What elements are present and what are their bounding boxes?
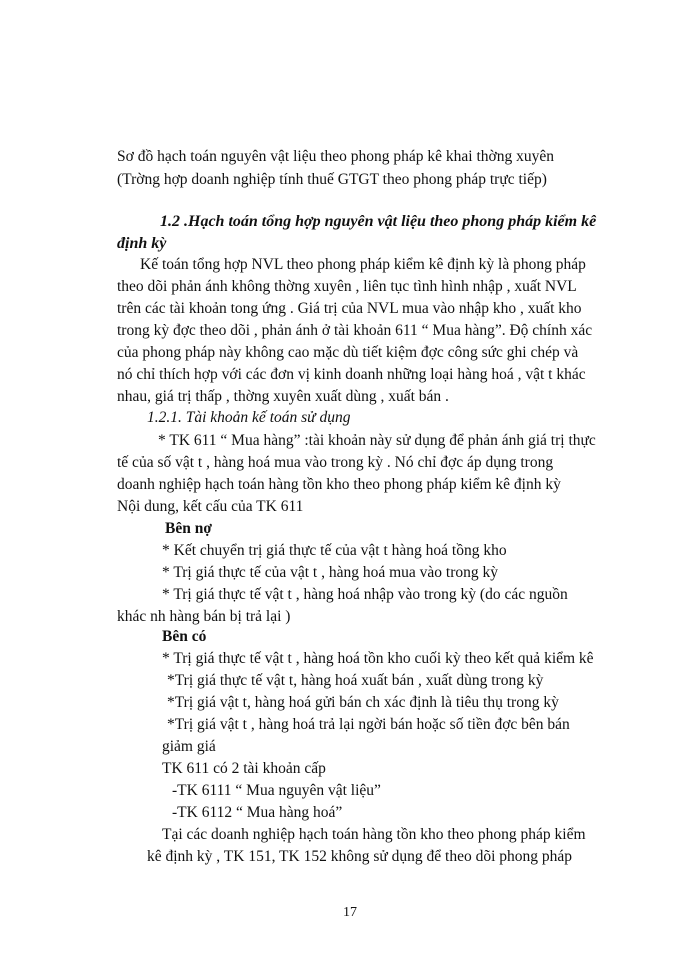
intro-paragraph-line: nó chỉ thích hợp với các đơn vị kinh doanh những loại hàng hoá , vật t khác (117, 366, 586, 383)
debit-item: * Kết chuyển trị giá thực tế của vật t hàng hoá tồng kho (162, 542, 507, 559)
account-paragraph-line: doanh nghiệp hạch toán hàng tồn kho theo phong pháp kiểm kê định kỳ (117, 476, 561, 493)
intro-paragraph-line: của phong pháp này không cao mặc dù tiết kiệm đợc công sức ghi chép và (117, 344, 579, 361)
intro-paragraph-line: Kế toán tổng hợp NVL theo phong pháp kiểm kê định kỳ là phong pháp (140, 256, 586, 273)
credit-item: giảm giá (162, 738, 216, 755)
credit-item: *Trị giá thực tế vật t, hàng hoá xuất bán , xuất dùng trong kỳ (167, 672, 544, 689)
subsection-heading: 1.2.1. Tài khoản kế toán sử dụng (147, 409, 351, 426)
intro-paragraph-line: trên các tài khoản tong ứng . Giá trị của NVL mua vào nhập kho , xuất kho (117, 300, 582, 317)
debit-heading: Bên nợ (165, 520, 212, 537)
page-number: 17 (343, 905, 357, 920)
debit-item: * Trị giá thực tế của vật t , hàng hoá mua vào trong kỳ (162, 564, 498, 581)
closing-paragraph-line: Tại các doanh nghiệp hạch toán hàng tồn kho theo phong pháp kiểm (162, 826, 586, 843)
account-paragraph-line: tế của số vật t , hàng hoá mua vào trong kỳ . Nó chỉ đợc áp dụng trong (117, 454, 554, 471)
subaccount-item: -TK 6112 “ Mua hàng hoá” (172, 804, 343, 821)
debit-item: khác nh hàng bán bị trả lại ) (117, 608, 291, 625)
intro-paragraph-line: nhau, giá trị thấp , thờng xuyên xuất dùng , xuất bán . (117, 388, 449, 405)
credit-item: * Trị giá thực tế vật t , hàng hoá tồn kho cuối kỳ theo kết quả kiểm kê (162, 650, 594, 667)
subaccount-item: -TK 6111 “ Mua nguyên vật liệu” (172, 782, 381, 799)
account-paragraph-line: Nội dung, kết cấu của TK 611 (117, 498, 304, 515)
closing-paragraph-line: kê định kỳ , TK 151, TK 152 không sử dụng để theo dõi phong pháp (147, 848, 573, 865)
account-paragraph-line: * TK 611 “ Mua hàng” :tài khoản này sử dụng để phản ánh giá trị thực (158, 432, 596, 449)
intro-paragraph-line: theo dõi phản ánh không thờng xuyên , liên tục tình hình nhập , xuất NVL (117, 278, 577, 295)
intro-paragraph-line: trong kỳ đợc theo dõi , phản ánh ở tài khoản 611 “ Mua hàng”. Độ chính xác (117, 322, 593, 339)
credit-item: *Trị giá vật t, hàng hoá gửi bán ch xác định là tiêu thụ trong kỳ (167, 694, 559, 711)
credit-item: *Trị giá vật t , hàng hoá trả lại ngời bán hoặc số tiền đợc bên bán (167, 716, 570, 733)
subaccounts-intro: TK 611 có 2 tài khoản cấp (162, 760, 326, 777)
diagram-caption-line-2: (Trờng hợp doanh nghiệp tính thuế GTGT theo phong pháp trực tiếp) (117, 171, 547, 188)
section-heading-line-1: 1.2 .Hạch toán tổng hợp nguyên vật liệu theo phong pháp kiểm kê (160, 213, 597, 230)
credit-heading: Bên có (162, 628, 207, 645)
section-heading-line-2: định kỳ (117, 235, 167, 252)
debit-item: * Trị giá thực tế vật t , hàng hoá nhập vào trong kỳ (do các nguồn (162, 586, 568, 603)
diagram-caption-line-1: Sơ đồ hạch toán nguyên vật liệu theo phong pháp kê khai thờng xuyên (117, 148, 554, 165)
